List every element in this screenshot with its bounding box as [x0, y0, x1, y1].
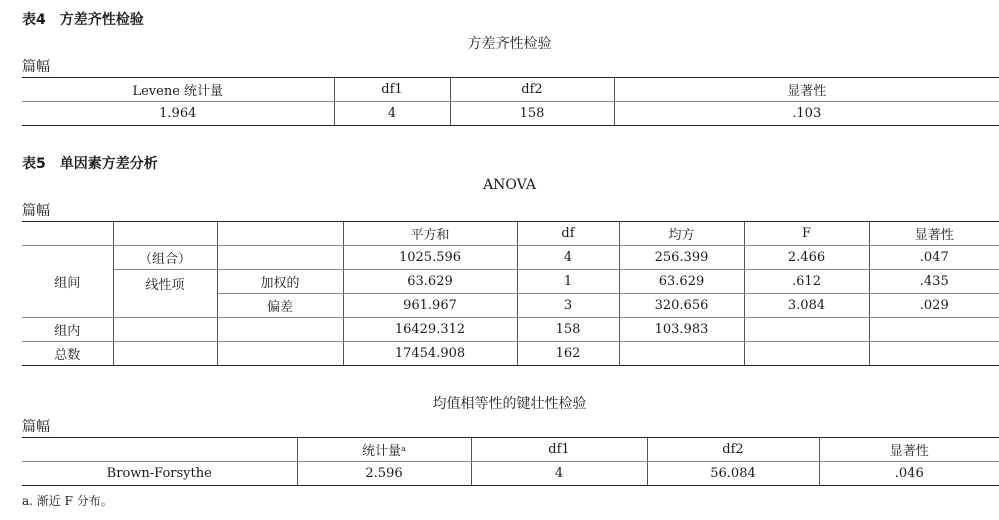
weighted-sig: .435 — [869, 270, 999, 294]
header-df2: df2 — [647, 438, 819, 462]
weighted-ms: 63.629 — [619, 270, 744, 294]
cell-df1: 4 — [334, 102, 450, 126]
header-levene: Levene 统计量 — [22, 78, 334, 102]
deviation-sig: .029 — [869, 294, 999, 318]
total-blank-2 — [217, 342, 343, 366]
bf-statistic: 2.596 — [297, 462, 471, 486]
deviation-f: 3.084 — [744, 294, 869, 318]
total-f — [744, 342, 869, 366]
combined-blank — [217, 246, 343, 270]
table5-subject: 篇幅 — [22, 203, 50, 219]
robust-title: 均值相等性的键壮性检验 — [432, 396, 587, 412]
cell-sig: .103 — [614, 102, 999, 126]
within-groups-label: 组内 — [22, 318, 113, 342]
weighted-df: 1 — [517, 270, 619, 294]
deviation-label: 偏差 — [217, 294, 343, 318]
header-sig: 显著性 — [819, 438, 999, 462]
header-sig: 显著性 — [869, 222, 999, 246]
weighted-label: 加权的 — [217, 270, 343, 294]
robust-subject: 篇幅 — [22, 419, 50, 435]
anova-table — [22, 221, 999, 366]
weighted-f: .612 — [744, 270, 869, 294]
robust-table — [22, 437, 999, 486]
combined-sig: .047 — [869, 246, 999, 270]
header-sig: 显著性 — [614, 78, 999, 102]
cell-df2: 158 — [450, 102, 614, 126]
total-ms — [619, 342, 744, 366]
bf-df1: 4 — [471, 462, 647, 486]
header-ss: 平方和 — [343, 222, 517, 246]
linear-term-label: 线性项 — [113, 270, 217, 318]
within-sig — [869, 318, 999, 342]
within-ss: 16429.312 — [343, 318, 517, 342]
total-blank-1 — [113, 342, 217, 366]
header-blank-2 — [113, 222, 217, 246]
deviation-ms: 320.656 — [619, 294, 744, 318]
weighted-ss: 63.629 — [343, 270, 517, 294]
combined-df: 4 — [517, 246, 619, 270]
header-df1: df1 — [334, 78, 450, 102]
header-blank-1 — [22, 222, 113, 246]
combined-ss: 1025.596 — [343, 246, 517, 270]
header-f: F — [744, 222, 869, 246]
robust-footnote: a. 渐近 F 分布。 — [22, 494, 113, 508]
within-f — [744, 318, 869, 342]
combined-f: 2.466 — [744, 246, 869, 270]
header-df1: df1 — [471, 438, 647, 462]
total-sig — [869, 342, 999, 366]
header-ms: 均方 — [619, 222, 744, 246]
cell-levene: 1.964 — [22, 102, 334, 126]
within-ms: 103.983 — [619, 318, 744, 342]
levene-table — [22, 77, 999, 126]
header-blank-3 — [217, 222, 343, 246]
within-blank-2 — [217, 318, 343, 342]
header-blank — [22, 438, 297, 462]
total-ss: 17454.908 — [343, 342, 517, 366]
bf-sig: .046 — [819, 462, 999, 486]
header-df2: df2 — [450, 78, 614, 102]
within-blank-1 — [113, 318, 217, 342]
table4-subject: 篇幅 — [22, 59, 50, 75]
deviation-df: 3 — [517, 294, 619, 318]
header-df: df — [517, 222, 619, 246]
table4-heading: 表4 方差齐性检验 — [22, 12, 144, 28]
deviation-ss: 961.967 — [343, 294, 517, 318]
table5-heading: 表5 单因素方差分析 — [22, 156, 158, 172]
table5-title: ANOVA — [483, 177, 536, 193]
between-groups-label: 组间 — [22, 246, 113, 318]
combined-label: （组合） — [113, 246, 217, 270]
brown-forsythe-label: Brown-Forsythe — [22, 462, 297, 486]
total-df: 162 — [517, 342, 619, 366]
bf-df2: 56.084 — [647, 462, 819, 486]
combined-ms: 256.399 — [619, 246, 744, 270]
header-statistic: 统计量ᵃ — [297, 438, 471, 462]
within-df: 158 — [517, 318, 619, 342]
total-label: 总数 — [22, 342, 113, 366]
table4-title: 方差齐性检验 — [467, 36, 552, 52]
